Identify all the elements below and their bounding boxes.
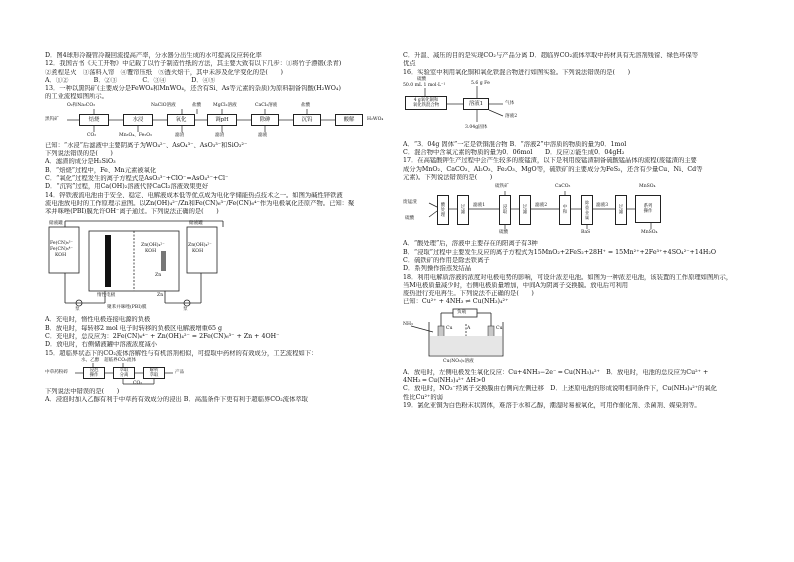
option-a: A．滤渣的成分是H₂SiO₃ [45, 158, 116, 166]
reagent-label: CaCl₂溶液 [255, 102, 278, 108]
step-box: 酸解 [335, 114, 363, 126]
text-line: ②煮楻足火 ③荡料入帘 ④覆帘压纸 ⑤透火焙干，其中未涉及化学变化的是( ) [45, 68, 283, 76]
step-box: 浸泡 操作 [83, 367, 105, 379]
step-box: 浸 取 [499, 195, 511, 225]
reagent-label: NaClO溶液 [151, 102, 176, 108]
left-column [45, 52, 393, 405]
question-13: 13．一种以黑钨矿(主要成分是FeWO₄和MnWO₄，还含有Si、As等元素的杂质)为原料制备钨酸(H₂WO₄) [45, 85, 341, 93]
step-box: 过 滤 [519, 195, 531, 225]
right-column [403, 52, 753, 410]
zn-plate-label: Zn [155, 273, 162, 279]
text-line: 成分为MnO₂、CaCO₃、Al₂O₃、Fe₂O₃、MgO等，硫铁矿的主要成分为FeS₂，还含有少量Cu、Ni、Cd等 [403, 165, 703, 173]
bottom-label: BaS [581, 230, 591, 236]
flow-diagram-13 [45, 103, 393, 141]
input-label: 废锰渣 [403, 200, 417, 206]
experiment-diagram-16 [403, 78, 753, 140]
battery-diagram [45, 217, 393, 315]
electrode-label: Zn [157, 293, 164, 299]
flow-start: 黑钨矿 [45, 116, 59, 122]
text-line: 4NH₃ ═ Cu(NH₃)₄²⁺ ΔH>0 [403, 377, 486, 385]
option-d: D．“沉钨”过程，用Ca(OH)₂溶液代替CaCl₂溶液效果更好 [45, 183, 209, 191]
pump-label: 泵 [183, 307, 188, 313]
solution-box: 溶液1 [463, 98, 489, 110]
option-c: C．硫铁矿的作用是除去铁离子 [403, 256, 490, 264]
question-19: 19．氯化亚铜为白色粉末状固体，难溶于水和乙醇，潮湿时易被氧化，可用作催化剂、杀菌剂、媒染剂等。 [403, 401, 701, 409]
flow-start: 中草药粉碎 [45, 369, 68, 375]
step-box: 萃取 分离 [113, 367, 135, 379]
option-c: C．“氧化”过程发生的离子方程式是AsO₃³⁻+ClO⁻=AsO₄³⁻+Cl⁻ [45, 174, 229, 182]
option-b: B．放电时，每转移2 mol 电子时转移的负极区电解液增重65 g [45, 324, 222, 332]
input-label: 硫酸 [405, 216, 415, 222]
reagent-label: CaCO₃ [555, 184, 571, 190]
option-ab: A．浸泡时加入乙醇有利于中草药有效成分的浸出 B．高温条件下更有利于超临界CO₂流体萃取 [45, 396, 308, 404]
flow-diagram-17 [403, 183, 753, 239]
reagent-label: MnSO₄ [639, 184, 656, 190]
flow-diagram-15 [45, 359, 393, 387]
question-14: 14．锌铁液流电池由于安全、稳定、电解液成本低等优点成为电化学储能热点技术之一。如图为碱性锌铁液 [45, 191, 343, 199]
step-box: 沉钨 [293, 114, 321, 126]
electrode-label: 惰性电极 [97, 293, 116, 299]
step-box: 除砷 [251, 114, 279, 126]
reagent-label: 盐酸 [192, 102, 202, 108]
electrolyte-label: Fe(CN)₆³⁻ [50, 241, 73, 247]
electrolyte-label: KOH [55, 253, 67, 259]
step-box: 调pH [207, 114, 237, 126]
electrolyte-label: KOH [192, 249, 204, 255]
question-15: 15．超临界状态下的CO₂流体溶解性与有机溶剂相似，可提取中药材的有效成分，工艺流程如下： [45, 349, 318, 357]
flow-product: MnSO₄ [641, 230, 658, 236]
reagent-label: O₂和Na₂CO₃ [67, 102, 95, 108]
step-box: 过 滤 [615, 195, 627, 225]
text-line: 当M电极质量减少时，右侧电极质量增加，中间A为阴离子交换膜。放电后可利用 [403, 281, 629, 289]
question-16: 16．实验室中利用氧化铜和氧化铁混合物进行如图实验。下列说法错误的是( ) [403, 68, 631, 76]
option-cd: C．混合物中含氧元素的物质的量为0．06mol D．反应②能生成0．04gH₂ [403, 149, 625, 157]
step-box: 系列 操作 [635, 195, 661, 223]
known-equation: 已知：Cu²⁺ + 4NH₃ ⇌ Cu(NH₃)₄²⁺ [403, 298, 509, 306]
reagent-label: 硫铁矿 [495, 184, 509, 190]
cell-diagram-18 [403, 308, 753, 368]
output-label: Mn₃O₄、Fe₂O₃ [119, 132, 152, 138]
step-box: 过 滤 [457, 195, 469, 225]
option-cd: C．放电时，NO₃⁻经离子交换膜由右侧向左侧迁移 D．上述原电池的形成说明相同条件下，Cu(NH₃)₄²⁺的氧化 [403, 385, 717, 393]
text-line: 废热进行充电再生。下列说法不正确的是( ) [403, 290, 534, 298]
text-line: 流电池放电时的工作原理示意图。以Zn(OH)₄²⁻/Zn和Fe(CN)₆³⁻/Fe(CN)₆⁴⁻作为电极氧化还原产物。已知：聚 [45, 199, 355, 207]
step-box: 酸 处 理 [437, 195, 449, 225]
membrane-label: A [467, 325, 471, 331]
pump-label: 泵 [75, 307, 80, 313]
filtrate-label: 滤液1 [473, 203, 486, 209]
battery-drawing [45, 217, 245, 315]
question-17: 17．在高锰酸钾生产过程中会产生较多的废锰渣，以下是利用废锰渣制备硫酸锰晶体的流程(废锰渣的主要 [403, 157, 697, 165]
mixture-box: 4 g氧化铜和 氧化铁混合物 [405, 96, 447, 110]
question-12: 12．我国古书《天工开物》中记载了以竹子制造竹纸的方法，其主要大致有以下几步：①将竹子漂锻(杀青) [45, 60, 342, 68]
text-line: 性比Cu²⁺的弱 [403, 393, 443, 401]
solid-label: 3.04g固体 [465, 124, 488, 130]
filtrate-label: 滤液3 [596, 203, 609, 209]
electrode-label: Cu [446, 325, 453, 331]
step-box: 焙烧 [79, 114, 109, 126]
output-label: 滤渣 [175, 132, 185, 138]
option-ab: A．“3．04g 固体”一定是铁铜混合物 B．“溶液2”中溶质的物质的量为0．1mol [403, 140, 627, 148]
electrolyte-label: Zn(OH)₄²⁻ [188, 243, 212, 249]
text-line: 的工业流程如图所示。 [45, 93, 108, 101]
option-ab: A．放电时，左侧电极发生氧化反应：Cu+4NH₃−2e⁻ ═ Cu(NH₃)₄²⁺ B．放电时，电池的总反应为Cu²⁺ + [403, 368, 709, 376]
text-line: 已知：“水浸”后滤液中主要阴离子为WO₄²⁻、AsO₄³⁻、AsO₃³⁻和SiO₃²⁻ [45, 141, 248, 149]
option-d: D．系列操作指蒸发结晶 [403, 265, 472, 273]
flow-product: H₂WO₄ [367, 116, 384, 122]
output-label: 滤液 [258, 132, 268, 138]
gas-label: 气体 [505, 100, 515, 106]
step-box: 除 重 金 属 [581, 195, 593, 225]
bottom-label: 硫酸 [499, 230, 509, 236]
text-line: 元素)。下列说法错误的是( ) [403, 174, 493, 182]
text-line: D．图4球形冷凝管冷凝回流提高产率，分水器分出生成的水可提高反应转化率 [45, 52, 262, 59]
electrode-label: Cu [496, 325, 503, 331]
step-box: 水浸 [123, 114, 153, 126]
tank-label: 储液罐 [49, 221, 63, 227]
flow-top-label: 水、乙醇 超临界CO₂流体 [81, 357, 137, 363]
option-a: A．充电时，惰性电极连接电源的负极 [45, 316, 151, 324]
option-a: A．“酸处理”后，溶液中主要存在的阳离子有3种 [403, 240, 538, 248]
output-label: 滤渣 [215, 132, 225, 138]
electrolyte-label: Zn(OH)₄²⁻ [141, 243, 165, 249]
option-b: B．“焙烧”过程中，Fe、Mn元素被氧化 [45, 166, 157, 174]
text-line: 优点 [403, 60, 416, 68]
conc-label: 50.0 mL 1 mol·L⁻¹ [403, 82, 446, 88]
output-label: CO₂ [87, 132, 97, 138]
option-c: C．充电时，总反应为：2Fe(CN)₆⁴⁻ + Zn(OH)₄²⁻ = 2Fe(CN)₆³⁻ + Zn + 4OH⁻ [45, 333, 280, 341]
option-b: B．“浸取”过程中主要发生反应的离子方程式为15MnO₂+2FeS₂+28H⁺ = 15Mn²⁺+2Fe³⁺+4SO₄²⁻+14H₂O [403, 248, 717, 256]
reagent-label: 盐酸 [301, 102, 311, 108]
text-line: 下列说法错误的是( ) [45, 150, 113, 158]
text-line: 苯并咪唑(PBI)膜允许OH⁻离子通过。下列说法正确的是( ) [45, 208, 219, 216]
solution-label: Cu(NO₃)₂溶液 [443, 358, 474, 364]
option-cd: C．升温、减压的目的是实现CO₂与产品分离 D．超临界CO₂流体萃取中药材具有无溶剂残留、绿色环保等 [403, 52, 699, 59]
solution-label: 溶液2 [505, 113, 518, 119]
filtrate-label: 滤液2 [535, 203, 548, 209]
step-box: 氧化 [167, 114, 195, 126]
tank-label: 储液罐 [189, 221, 203, 227]
question-18: 18．利用电解质溶液的浓度对电极电势的影响，可设计浓差电池。如图为一种浓差电池，该装置的工作原理如图所示， [403, 273, 733, 281]
options-12: A．①② B．②③ C．③④ D．④⑤ [45, 76, 216, 84]
step-box: 解析 萃取 [143, 367, 165, 379]
text-line: 下列说法中错误的是( ) [45, 387, 120, 395]
electrolyte-label: KOH [145, 249, 157, 255]
reagent-label: 硫酸 [417, 76, 427, 82]
fe-label: 5.6 g Fe [471, 80, 490, 86]
nh3-label: NH₃ [403, 321, 413, 327]
step-box: 中 和 [559, 195, 571, 225]
electrolyte-label: Fe(CN)₆⁴⁻ [50, 247, 73, 253]
membrane-label: 聚苯并咪唑(PBI)膜 [107, 305, 147, 311]
flow-bottom: CO₂ [133, 380, 143, 386]
flow-product: 产品 [175, 369, 185, 375]
load-label: 负载 [457, 309, 467, 315]
reagent-label: MgCl₂溶液 [213, 102, 237, 108]
option-d: D．放电时，右侧储液罐中溶液浓度减小 [45, 341, 158, 349]
